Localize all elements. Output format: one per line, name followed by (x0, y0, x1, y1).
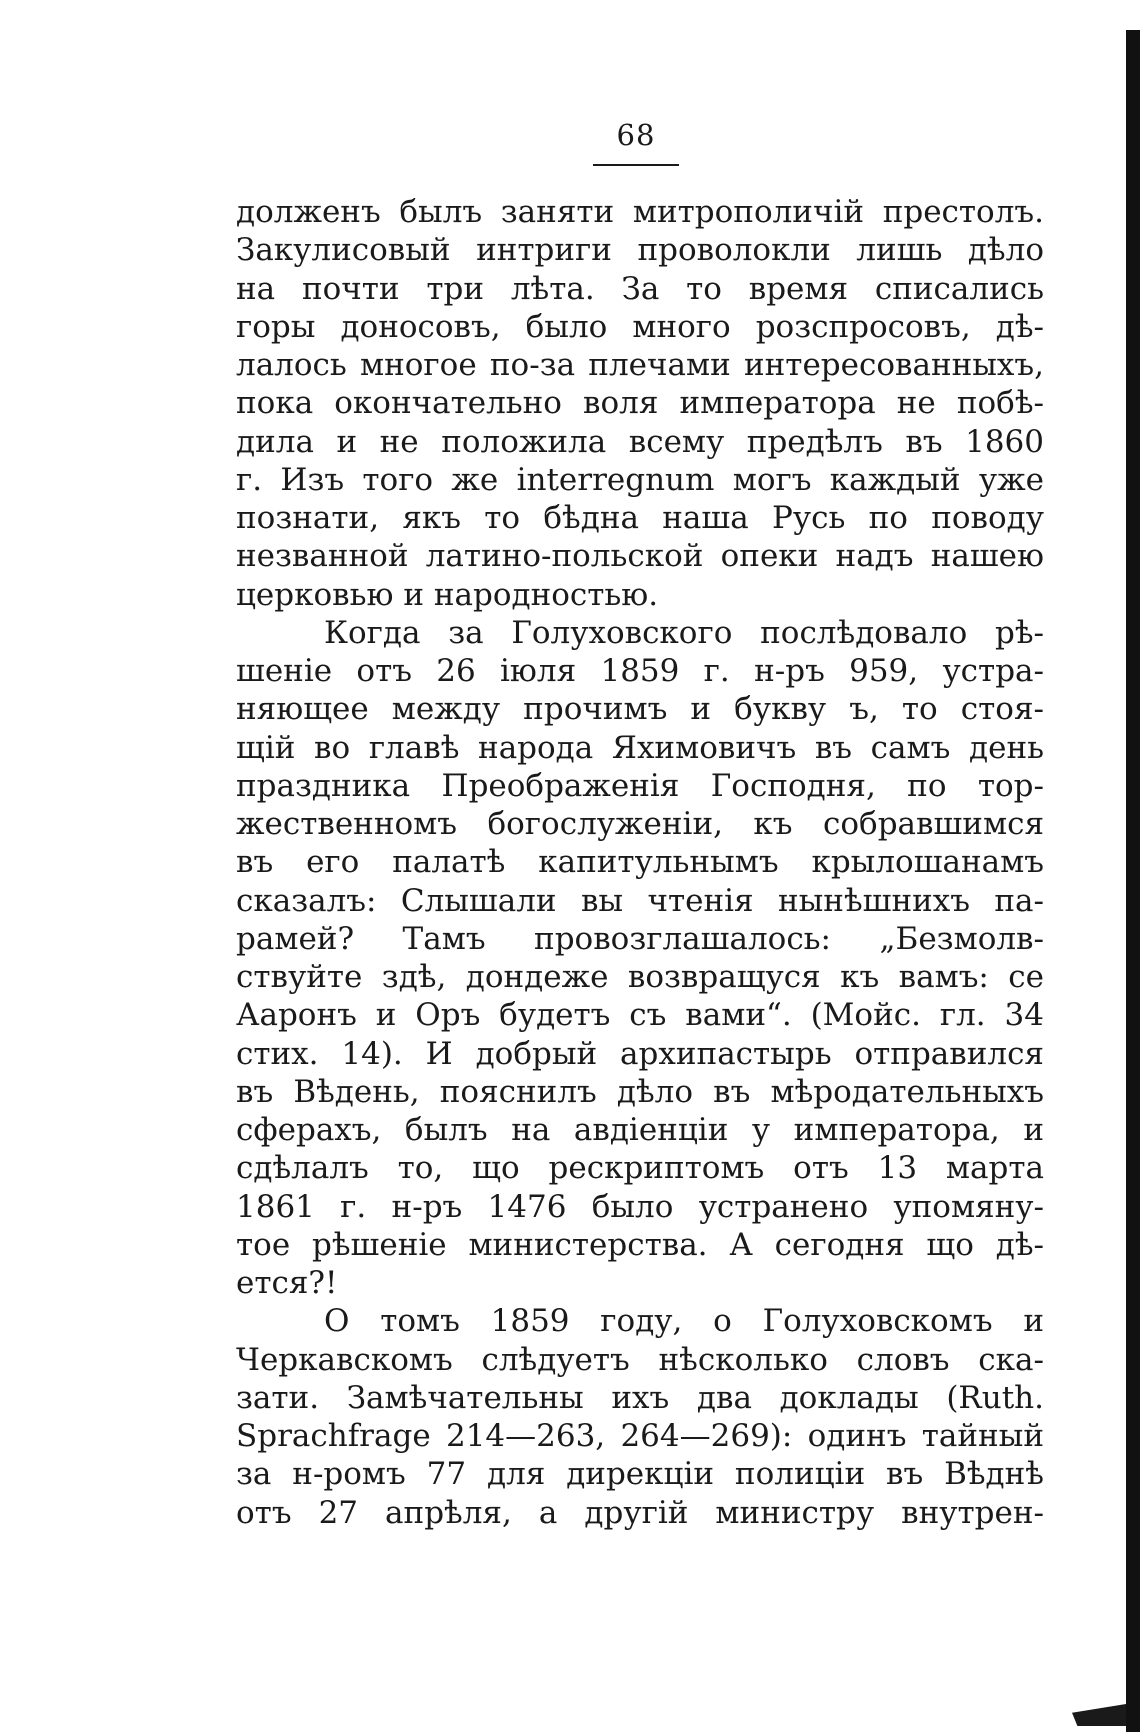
text-line: ется?! (236, 1265, 338, 1301)
text-line: въ его палатѣ капитульнымъ крылошанамъ (236, 844, 1044, 881)
text-line: ствуйте здѣ, дондеже возвращуся къ вамъ: се (236, 959, 1044, 995)
text-line: отъ 27 апрѣля, а другій министру внутрен- (236, 1494, 1044, 1531)
text-line: г. Изъ того же interregnum могъ каждый уже (236, 461, 1044, 498)
text-line: няющее между прочимъ и букву ъ, то стоя- (236, 691, 1044, 728)
text-line: сферахъ, былъ на авдіенціи у императора, и (236, 1112, 1044, 1148)
text-line: сдѣлалъ то, що рескриптомъ отъ 13 марта (236, 1150, 1044, 1187)
text-line: за н-ромъ 77 для дирекціи полиціи въ Вѣднѣ (236, 1456, 1044, 1493)
page-number: 68 (616, 118, 656, 152)
text-line: зати. Замѣчательны ихъ два доклады (Ruth. (236, 1379, 1044, 1416)
text-line: на почти три лѣта. За то время списались (236, 270, 1044, 307)
text-line: сказалъ: Слышали вы чтенія нынѣшнихъ па- (236, 882, 1044, 919)
text-line: жественномъ богослуженіи, къ собравшимся (236, 806, 1044, 842)
body-text (236, 193, 1044, 1532)
text-line: церковью и народностью. (236, 576, 659, 613)
page-number-rule (593, 164, 679, 166)
text-line: Черкавскомъ слѣдуетъ нѣсколько словъ ска- (236, 1341, 1044, 1378)
page-edge-shadow (1126, 30, 1140, 1732)
text-line: Когда за Голуховского послѣдовало рѣ- (324, 614, 1044, 651)
text-line: дила и не положила всему предѣлъ въ 1860 (236, 423, 1044, 460)
text-line: щій во главѣ народа Яхимовичъ въ самъ день (236, 729, 1044, 766)
text-line: пока окончательно воля императора не побѣ- (236, 385, 1044, 422)
text-line: праздника Преображенія Господня, по тор- (236, 767, 1044, 804)
text-line: рамей? Тамъ провозглашалось: „Безмолв- (236, 920, 1044, 957)
scan-corner-mark (1072, 1704, 1126, 1726)
text-line: незванной латино-польской опеки надъ нашею (236, 538, 1044, 575)
text-line: шеніе отъ 26 іюля 1859 г. н-ръ 959, устра- (236, 653, 1044, 689)
text-line: тое рѣшеніе министерства. А сегодня що дѣ- (236, 1226, 1044, 1263)
text-line: горы доносовъ, было много розспросовъ, дѣ- (236, 308, 1044, 345)
text-line: въ Вѣдень, пояснилъ дѣло въ мѣродательныхъ (236, 1073, 1044, 1110)
text-line: 1861 г. н-ръ 1476 было устранено упомяну- (236, 1188, 1044, 1225)
text-line: Закулисовый интриги проволокли лишь дѣло (236, 232, 1044, 269)
text-line: О томъ 1859 году, о Голуховскомъ и (324, 1303, 1044, 1340)
text-line: познати, якъ то бѣдна наша Русь по поводу (236, 500, 1044, 536)
text-line: Ааронъ и Оръ будетъ съ вами“. (Мойс. гл. 34 (236, 997, 1044, 1034)
text-line: лалось многое по-за плечами интересованныхъ, (236, 347, 1044, 383)
text-line: стих. 14). И добрый архипастырь отправился (236, 1035, 1044, 1072)
text-line: Sprachfrage 214—263, 264—269): одинъ тайный (236, 1418, 1044, 1454)
text-line: долженъ былъ заняти митрополичій престолъ. (236, 194, 1044, 230)
